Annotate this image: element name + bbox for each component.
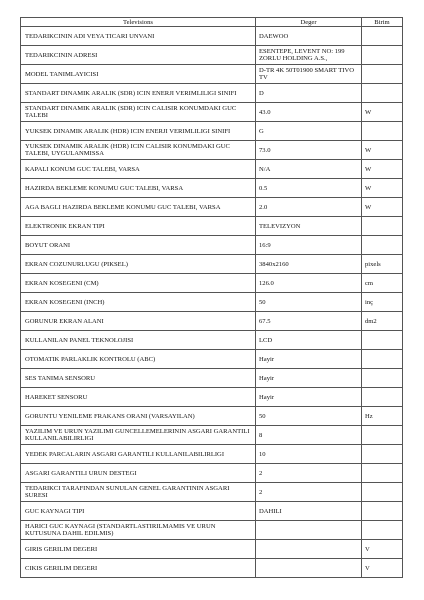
table-row — [21, 559, 403, 578]
row-unit: W — [362, 103, 403, 122]
table-row — [21, 483, 403, 502]
row-unit — [362, 502, 403, 521]
table-row — [21, 350, 403, 369]
row-value: Hayir — [256, 388, 362, 407]
table-row — [21, 274, 403, 293]
table-row — [21, 426, 403, 445]
header-deger: Deger — [256, 18, 362, 27]
table-row — [21, 540, 403, 559]
row-label: MODEL TANIMLAYICISI — [21, 65, 256, 84]
row-unit: pixels — [362, 255, 403, 274]
row-label: HARICI GUC KAYNAGI (STANDARTLASTIRILMAMIS VE URUN KUTUSUNA DAHIL EDILMIS) — [21, 521, 256, 540]
table-row — [21, 141, 403, 160]
row-value: 43.0 — [256, 103, 362, 122]
row-value: 126.0 — [256, 274, 362, 293]
table-row — [21, 521, 403, 540]
row-label: SES TANIMA SENSORU — [21, 369, 256, 388]
row-value — [256, 559, 362, 578]
row-unit: W — [362, 198, 403, 217]
row-value: 0.5 — [256, 179, 362, 198]
table-row — [21, 369, 403, 388]
row-unit — [362, 122, 403, 141]
row-unit — [362, 426, 403, 445]
table-row — [21, 65, 403, 84]
row-unit — [362, 464, 403, 483]
table-row — [21, 255, 403, 274]
row-label: TEDARIKCI TARAFINDAN SUNULAN GENEL GARANTININ ASGARI SURESI — [21, 483, 256, 502]
row-label: AGA BAGLI HAZIRDA BEKLEME KONUMU GUC TALEBI, VARSA — [21, 198, 256, 217]
row-label: YAZILIM VE URUN YAZILIMI GUNCELLEMELERININ ASGARI GARANTILI KULLANILABILIRLIGI — [21, 426, 256, 445]
header-birim: Birim — [362, 18, 403, 27]
row-value: N/A — [256, 160, 362, 179]
row-value: 10 — [256, 445, 362, 464]
row-unit: W — [362, 160, 403, 179]
row-value: 2 — [256, 464, 362, 483]
row-unit — [362, 388, 403, 407]
row-unit: V — [362, 559, 403, 578]
row-label: GUC KAYNAGI TIPI — [21, 502, 256, 521]
row-unit — [362, 84, 403, 103]
row-label: GORUNTU YENILEME FRAKANS ORANI (VARSAYILAN) — [21, 407, 256, 426]
row-value: G — [256, 122, 362, 141]
row-label: CIKIS GERILIM DEGERI — [21, 559, 256, 578]
row-unit — [362, 65, 403, 84]
table-row — [21, 407, 403, 426]
row-value: 16:9 — [256, 236, 362, 255]
row-unit — [362, 217, 403, 236]
row-label: ELEKTRONIK EKRAN TIPI — [21, 217, 256, 236]
row-value: 50 — [256, 407, 362, 426]
table-row — [21, 160, 403, 179]
row-label: STANDART DINAMIK ARALIK (SDR) ICIN ENERJI VERIMLILIGI SINIFI — [21, 84, 256, 103]
row-value — [256, 540, 362, 559]
row-unit — [362, 521, 403, 540]
table-row — [21, 103, 403, 122]
table-row — [21, 198, 403, 217]
row-label: HAREKET SENSORU — [21, 388, 256, 407]
row-label: STANDART DINAMIK ARALIK (SDR) ICIN CALISIR KONUMDAKI GUC TALEBI — [21, 103, 256, 122]
row-label: EKRAN KOSEGENI (INCH) — [21, 293, 256, 312]
row-value: DAHILI — [256, 502, 362, 521]
table-row — [21, 122, 403, 141]
row-unit — [362, 369, 403, 388]
row-unit — [362, 27, 403, 46]
row-unit: cm — [362, 274, 403, 293]
table-row — [21, 179, 403, 198]
row-unit: W — [362, 141, 403, 160]
row-value — [256, 521, 362, 540]
row-unit — [362, 331, 403, 350]
row-value: 2.0 — [256, 198, 362, 217]
row-value: TELEVIZYON — [256, 217, 362, 236]
row-value: 50 — [256, 293, 362, 312]
row-label: YEDEK PARCALARIN ASGARI GARANTILI KULLANILABILIRLIGI — [21, 445, 256, 464]
row-value: 67.5 — [256, 312, 362, 331]
row-unit — [362, 350, 403, 369]
table-row — [21, 217, 403, 236]
table-row — [21, 27, 403, 46]
row-unit: inç — [362, 293, 403, 312]
row-value: 3840x2160 — [256, 255, 362, 274]
row-value: Hayir — [256, 350, 362, 369]
row-label: OTOMATIK PARLAKLIK KONTROLU (ABC) — [21, 350, 256, 369]
row-unit: Hz — [362, 407, 403, 426]
row-label: TEDARIKCININ ADI VEYA TICARI UNVANI — [21, 27, 256, 46]
table-row — [21, 236, 403, 255]
row-unit — [362, 483, 403, 502]
row-label: KULLANILAN PANEL TEKNOLOJISI — [21, 331, 256, 350]
row-value: DAEWOO — [256, 27, 362, 46]
table-row — [21, 312, 403, 331]
row-label: KAPALI KONUM GUC TALEBI, VARSA — [21, 160, 256, 179]
table-row — [21, 84, 403, 103]
table-row — [21, 46, 403, 65]
row-value: 73.0 — [256, 141, 362, 160]
row-value: 8 — [256, 426, 362, 445]
row-unit — [362, 236, 403, 255]
row-label: GORUNUR EKRAN ALANI — [21, 312, 256, 331]
row-value: D — [256, 84, 362, 103]
row-label: GIRIS GERILIM DEGERI — [21, 540, 256, 559]
table-row — [21, 331, 403, 350]
table-row — [21, 502, 403, 521]
row-value: Hayir — [256, 369, 362, 388]
table-body — [21, 27, 403, 578]
row-value: 2 — [256, 483, 362, 502]
table-header-row — [21, 18, 403, 27]
spec-table — [20, 17, 403, 578]
header-televisions: Televisions — [21, 18, 256, 27]
row-label: YUKSEK DINAMIK ARALIK (HDR) ICIN CALISIR KONUMDAKI GUC TALEBI, UYGULANMISSA — [21, 141, 256, 160]
row-unit: V — [362, 540, 403, 559]
row-unit: W — [362, 179, 403, 198]
spec-sheet — [20, 17, 402, 578]
row-label: TEDARIKCININ ADRESI — [21, 46, 256, 65]
row-value: ESENTEPE, LEVENT NO: 199 ZORLU HOLDING A.S., — [256, 46, 362, 65]
row-unit — [362, 46, 403, 65]
row-label: ASGARI GARANTILI URUN DESTEGI — [21, 464, 256, 483]
row-value: LCD — [256, 331, 362, 350]
row-label: EKRAN COZUNURLUGU (PIKSEL) — [21, 255, 256, 274]
row-label: EKRAN KOSEGENI (CM) — [21, 274, 256, 293]
table-row — [21, 445, 403, 464]
row-unit: dm2 — [362, 312, 403, 331]
row-label: YUKSEK DINAMIK ARALIK (HDR) ICIN ENERJI VERIMLILIGI SINIFI — [21, 122, 256, 141]
row-label: HAZIRDA BEKLEME KONUMU GUC TALEBI, VARSA — [21, 179, 256, 198]
row-unit — [362, 445, 403, 464]
table-row — [21, 464, 403, 483]
table-row — [21, 293, 403, 312]
table-row — [21, 388, 403, 407]
row-label: BOYUT ORANI — [21, 236, 256, 255]
row-value: D-TR 4K 50T01900 SMART TIVO TV — [256, 65, 362, 84]
